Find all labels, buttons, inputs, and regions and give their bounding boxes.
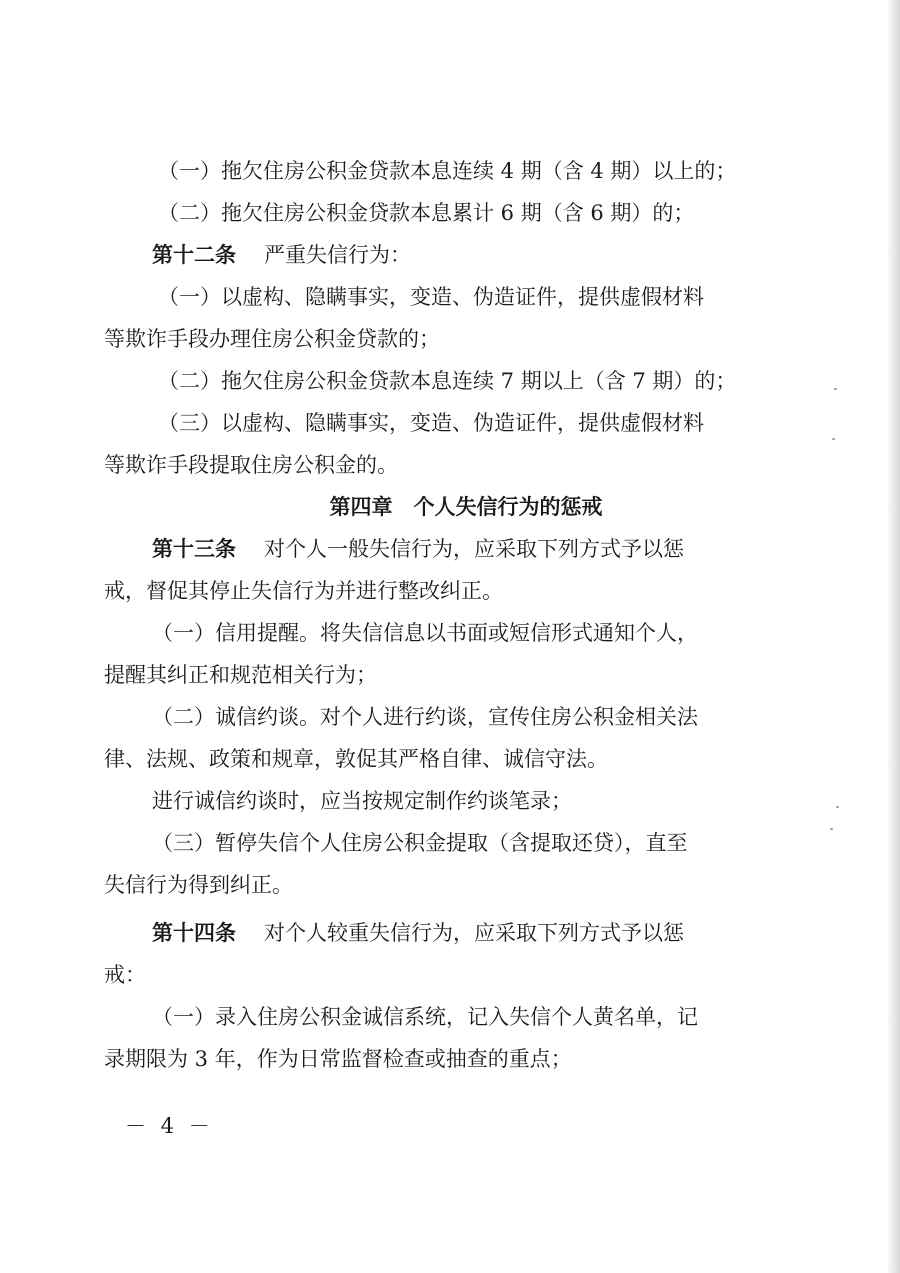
paragraph-continuation: 录期限为 3 年，作为日常监督检查或抽查的重点； xyxy=(104,1047,572,1071)
scan-speck xyxy=(834,388,837,390)
paragraph: 进行诚信约谈时，应当按规定制作约谈笔录； xyxy=(152,789,572,813)
paragraph-continuation: 等欺诈手段办理住房公积金贷款的； xyxy=(104,327,440,351)
document-body xyxy=(104,150,780,1080)
scan-speck xyxy=(836,806,839,808)
paragraph-continuation: 戒，督促其停止失信行为并进行整改纠正。 xyxy=(104,579,503,603)
paragraph: （一）信用提醒。将失信信息以书面或短信形式通知个人， xyxy=(152,621,698,645)
article-text: 对个人一般失信行为，应采取下列方式予以惩 xyxy=(264,537,684,561)
paragraph: （二）诚信约谈。对个人进行约谈，宣传住房公积金相关法 xyxy=(152,705,698,729)
paragraph-continuation: 戒： xyxy=(104,963,146,987)
paragraph-continuation: 等欺诈手段提取住房公积金的。 xyxy=(104,453,398,477)
article-text: 对个人较重失信行为，应采取下列方式予以惩 xyxy=(264,921,684,945)
article-text: 严重失信行为： xyxy=(264,243,411,267)
scan-page-edge xyxy=(886,0,900,1273)
article-14 xyxy=(152,912,780,954)
paragraph: （三）以虚构、隐瞒事实，变造、伪造证件，提供虚假材料 xyxy=(158,411,704,435)
article-heading: 第十三条 xyxy=(152,537,236,561)
paragraph: （三）暂停失信个人住房公积金提取（含提取还贷），直至 xyxy=(152,831,688,855)
paragraph: （一）拖欠住房公积金贷款本息连续 4 期（含 4 期）以上的； xyxy=(158,159,737,183)
article-heading: 第十四条 xyxy=(152,921,236,945)
paragraph: （二）拖欠住房公积金贷款本息累计 6 期（含 6 期）的； xyxy=(158,201,695,225)
article-heading: 第十二条 xyxy=(152,243,236,267)
scan-speck xyxy=(830,828,833,830)
paragraph: （一）录入住房公积金诚信系统，记入失信个人黄名单，记 xyxy=(152,1005,698,1029)
paragraph: （一）以虚构、隐瞒事实，变造、伪造证件，提供虚假材料 xyxy=(158,285,704,309)
paragraph-continuation: 律、法规、政策和规章，敦促其严格自律、诚信守法。 xyxy=(104,747,608,771)
scan-speck xyxy=(832,438,835,440)
article-13 xyxy=(152,528,780,570)
article-12 xyxy=(152,234,780,276)
paragraph-continuation: 失信行为得到纠正。 xyxy=(104,873,293,897)
paragraph: （二）拖欠住房公积金贷款本息连续 7 期以上（含 7 期）的； xyxy=(158,369,737,393)
chapter-heading: 第四章 个人失信行为的惩戒 xyxy=(329,495,603,519)
page-number: － 4 － xyxy=(125,1114,214,1138)
paragraph-continuation: 提醒其纠正和规范相关行为； xyxy=(104,663,377,687)
